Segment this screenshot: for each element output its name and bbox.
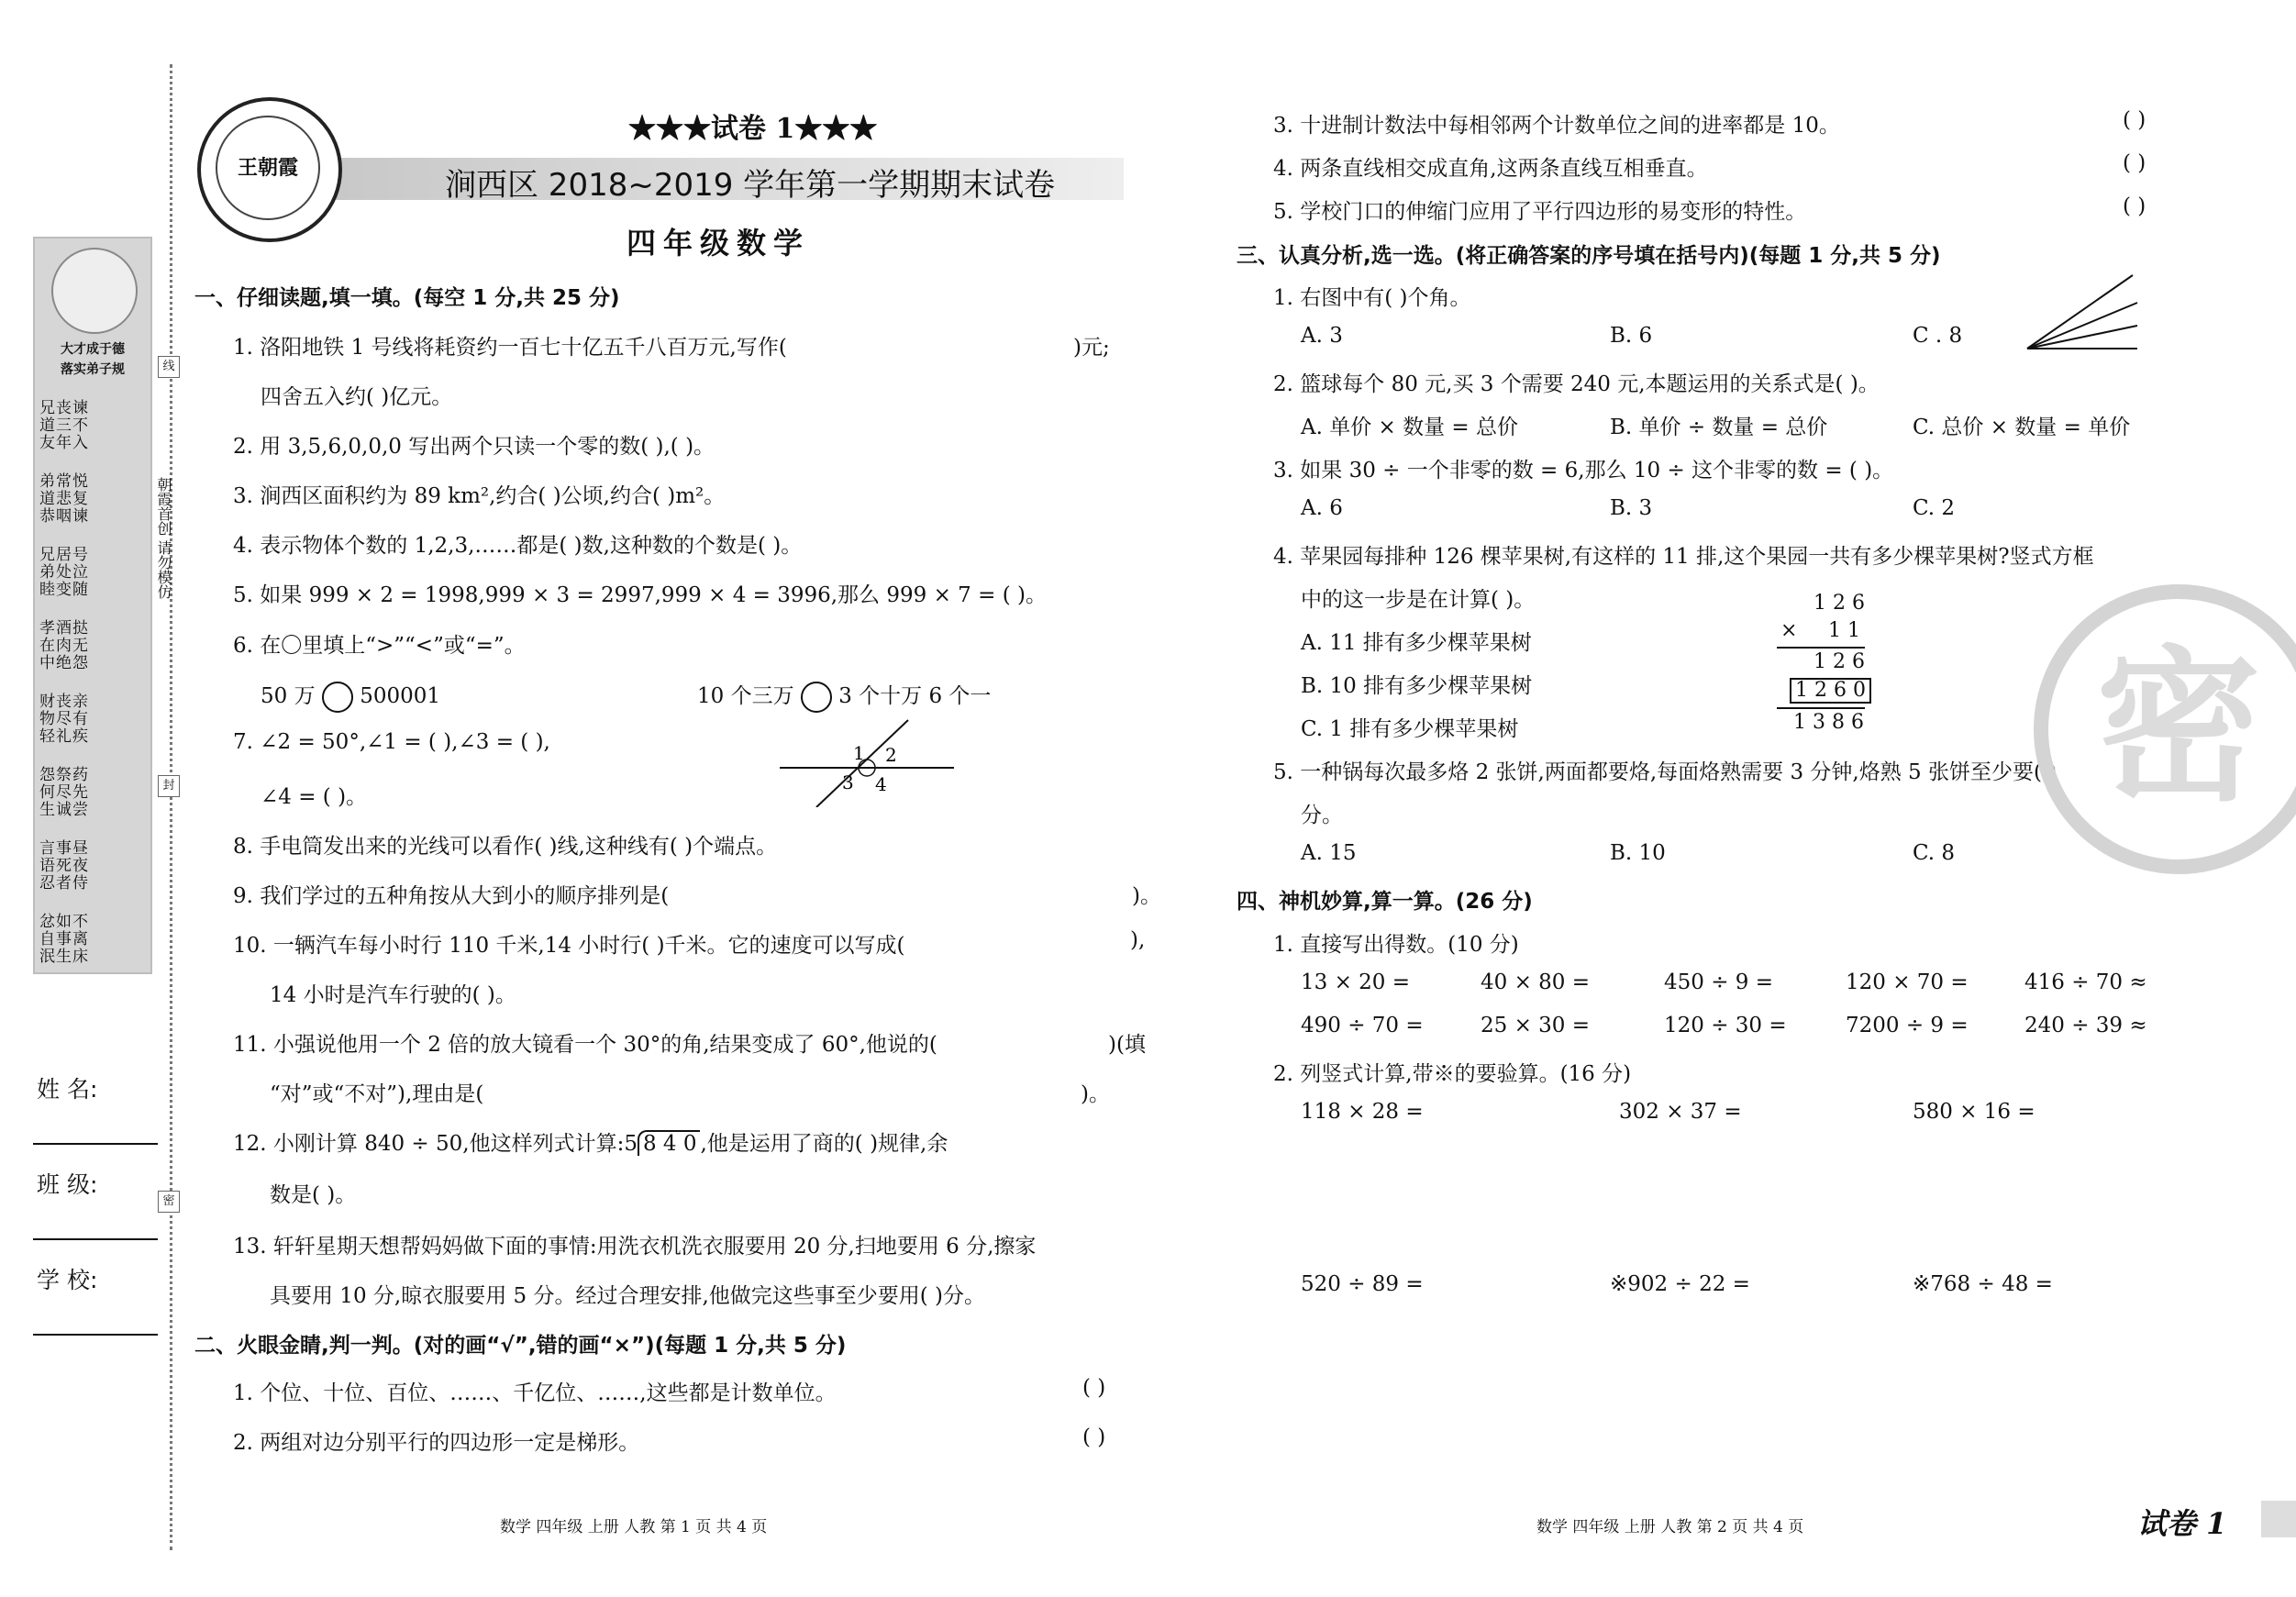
choice-5-option-b[interactable]: B. 10 (1610, 841, 1666, 865)
judge-4-answer[interactable]: ( ) (2123, 151, 2146, 175)
publisher-badge (197, 97, 342, 242)
judge-1: 1. 个位、十位、百位、……、千亿位、……,这些都是计数单位。 (233, 1381, 837, 1405)
school-field[interactable] (33, 1334, 158, 1336)
calc-multiplier: 1 1 (1828, 619, 1860, 642)
calc-partial-2-boxed: 1 2 6 0 (1790, 678, 1871, 704)
oral-calc: 120 × 70 = (1846, 970, 1969, 994)
oral-calc: 40 × 80 = (1481, 970, 1591, 994)
left-page-footer: 数学 四年级 上册 人教 第 1 页 共 4 页 (500, 1518, 768, 1536)
q3: 3. 涧西区面积约为 89 km²,约合( )公顷,约合( )m²。 (233, 484, 726, 508)
motto-line-2: 落实弟子规 (61, 362, 125, 377)
q1-line1-end: )元; (1073, 336, 1110, 360)
choice-2-option-a[interactable]: A. 单价 × 数量 = 总价 (1301, 416, 1519, 439)
oral-calc: 25 × 30 = (1481, 1014, 1591, 1037)
scholar-illustration (51, 248, 138, 334)
q11-line1: 11. 小强说他用一个 2 倍的放大镜看一个 30°的角,结果变成了 60°,他说的( (233, 1033, 937, 1057)
intersecting-lines-figure (780, 715, 963, 807)
stamp-character: 密 (2095, 632, 2262, 824)
copyright-notice: 朝霞首创 请勿模仿 (155, 477, 172, 600)
oral-calc: 240 ÷ 39 ≈ (2024, 1014, 2147, 1037)
angle-label-1: 1 (853, 742, 865, 764)
angle-label-4: 4 (875, 773, 887, 795)
q6b-right: 3 个十万 6 个一 (838, 684, 992, 708)
q8: 8. 手电筒发出来的光线可以看作( )线,这种线有( )个端点。 (233, 835, 778, 859)
column-calc: 580 × 16 = (1913, 1100, 2035, 1124)
column-calc: ※902 ÷ 22 = (1610, 1272, 1750, 1296)
choice-3-option-c[interactable]: C. 2 (1913, 496, 1956, 520)
judge-3: 3. 十进制计数法中每相邻两个计数单位之间的进率都是 10。 (1273, 114, 1840, 138)
q6a-compare-circle[interactable] (322, 682, 353, 713)
q12-line2: 数是( )。 (270, 1183, 357, 1207)
calc-partial-1: 1 2 6 (1814, 650, 1865, 673)
choice-4-option-a[interactable]: A. 11 排有多少棵苹果树 (1301, 631, 1532, 655)
right-page-footer: 数学 四年级 上册 人教 第 2 页 共 4 页 (1536, 1518, 1804, 1536)
oral-calc: 120 ÷ 30 = (1664, 1014, 1787, 1037)
q13-line1: 13. 轩轩星期天想帮妈妈做下面的事情:用洗衣机洗衣服要用 20 分,扫地要用 6 分,擦家 (233, 1235, 1037, 1259)
choice-2-option-c[interactable]: C. 总价 × 数量 = 单价 (1913, 416, 2131, 439)
column-calc: 520 ÷ 89 = (1301, 1272, 1424, 1296)
judge-1-answer[interactable]: ( ) (1082, 1376, 1106, 1400)
vertical-multiplication (1757, 592, 1871, 738)
q6a (261, 679, 440, 713)
oral-calc: 416 ÷ 70 ≈ (2024, 970, 2147, 994)
q7-line2: ∠4 = ( )。 (261, 785, 368, 809)
judge-3-answer[interactable]: ( ) (2123, 108, 2146, 132)
calc-multiplicand: 1 2 6 (1814, 592, 1865, 615)
column-calc: 118 × 28 = (1301, 1100, 1424, 1124)
confidential-stamp-icon (2027, 578, 2296, 881)
q7-line1: 7. ∠2 = 50°,∠1 = ( ),∠3 = ( ), (233, 730, 550, 754)
choice-4-line1: 4. 苹果园每排种 126 棵苹果树,有这样的 11 排,这个果园一共有多少棵苹果树?竖式方框 (1273, 545, 2094, 569)
binding-sidebar (0, 0, 174, 1597)
poem-column-1: 兄道友 丧三年 谏不入 弟道恭 常悲咽 悦复谏 兄弟睦 居处变 号泣随 孝在中 酒肉绝 挞无怨 财物轻 丧尽礼 亲有疾 怨何生 祭尽诚 药先尝 言语忍 事死者 昼夜侍 忿自泯 如事生 不离床 (36, 399, 87, 965)
q9-end: )。 (1132, 884, 1161, 908)
paper-number: ★★★试卷 1★★★ (628, 113, 878, 145)
judge-2: 2. 两组对边分别平行的四边形一定是梯形。 (233, 1431, 640, 1455)
motto-card (33, 237, 152, 974)
oral-calc: 7200 ÷ 9 = (1846, 1014, 1969, 1037)
judge-4: 4. 两条直线相交成直角,这两条直线互相垂直。 (1273, 157, 1708, 181)
choice-3-option-b[interactable]: B. 3 (1610, 496, 1653, 520)
section-3-title: 三、认真分析,选一选。(将正确答案的序号填在括号内)(每题 1 分,共 5 分) (1237, 244, 1941, 268)
judge-2-answer[interactable]: ( ) (1082, 1425, 1106, 1449)
column-calc: ※768 ÷ 48 = (1913, 1272, 2053, 1296)
class-field[interactable] (33, 1238, 158, 1240)
judge-5: 5. 学校门口的伸缩门应用了平行四边形的易变形的特性。 (1273, 200, 1807, 224)
q6a-right: 500001 (360, 684, 441, 708)
q6b-compare-circle[interactable] (801, 682, 832, 713)
oral-calc: 13 × 20 = (1301, 970, 1411, 994)
section-4-title: 四、神机妙算,算一算。(26 分) (1237, 890, 1533, 914)
q11-line2: “对”或“不对”),理由是( (270, 1082, 484, 1106)
q6b (697, 679, 991, 713)
angle-label-2: 2 (885, 744, 897, 766)
name-field[interactable] (33, 1143, 158, 1145)
q5: 5. 如果 999 × 2 = 1998,999 × 3 = 2997,999 × 4 = 3996,那么 999 × 7 = ( )。 (233, 583, 1047, 607)
q11-line1-end: )(填 (1108, 1033, 1146, 1057)
footer-paper-badge: 试卷 1 (2137, 1506, 2227, 1541)
cut-mark-seal: 封 (158, 775, 180, 797)
q12-text: 12. 小刚计算 840 ÷ 50,他这样列式计算:5 (233, 1132, 638, 1156)
q1-line1: 1. 洛阳地铁 1 号线将耗资约一百七十亿五千八百万元,写作( (233, 336, 787, 360)
section-1-title: 一、仔细读题,填一填。(每空 1 分,共 25 分) (194, 286, 620, 310)
calc-times-sign: × (1780, 619, 1798, 642)
q10-line1: 10. 一辆汽车每小时行 110 千米,14 小时行( )千米。它的速度可以写成( (233, 934, 905, 958)
choice-4-line2: 中的这一步是在计算( )。 (1301, 588, 1536, 612)
calc-product: 1 3 8 6 (1793, 711, 1864, 734)
choice-1-option-c[interactable]: C . 8 (1913, 324, 1963, 348)
choice-5-option-a[interactable]: A. 15 (1301, 841, 1357, 865)
q13-line2: 具要用 10 分,晾衣服要用 5 分。经过合理安排,他做完这些事至少要用( )分。 (270, 1284, 986, 1308)
q6a-left: 50 万 (261, 684, 316, 708)
section-2-title: 二、火眼金睛,判一判。(对的画“√”,错的画“×”)(每题 1 分,共 5 分) (194, 1334, 847, 1358)
q6b-left: 10 个三万 (697, 684, 794, 708)
choice-1: 1. 右图中有( )个角。 (1273, 286, 1471, 310)
choice-4-option-b[interactable]: B. 10 排有多少棵苹果树 (1301, 674, 1533, 698)
cut-mark-secret: 密 (158, 1191, 180, 1213)
choice-2: 2. 篮球每个 80 元,买 3 个需要 240 元,本题运用的关系式是( )。 (1273, 372, 1880, 396)
q12-long-division: 8 4 0 (638, 1130, 701, 1156)
choice-3-option-a[interactable]: A. 6 (1301, 496, 1343, 520)
q4: 4. 表示物体个数的 1,2,3,……都是( )数,这种数的个数是( )。 (233, 534, 803, 558)
publisher-logo-text: 王朝霞 (216, 116, 320, 220)
angle-label-3: 3 (842, 771, 854, 793)
motto-line-1: 大才成于德 (61, 342, 125, 357)
cut-mark-line: 线 (158, 356, 180, 378)
exam-header (188, 101, 1151, 261)
angles-figure (2023, 271, 2142, 353)
exam-subject: 四年级数学 (627, 226, 811, 261)
choice-1-option-a[interactable]: A. 3 (1301, 324, 1343, 348)
choice-2-option-b[interactable]: B. 单价 ÷ 数量 = 总价 (1610, 416, 1828, 439)
choice-5-line2: 分。 (1301, 804, 1343, 827)
q6: 6. 在〇里填上“>”“<”或“=”。 (233, 634, 526, 658)
q12-text-end: ,他是运用了商的( )规律,余 (700, 1132, 948, 1156)
choice-5-option-c[interactable]: C. 8 (1913, 841, 1956, 865)
class-label: 班 级: (37, 1171, 98, 1198)
exam-title: 涧西区 2018~2019 学年第一学期期末试卷 (445, 167, 1056, 204)
cut-dotted-line (170, 64, 172, 1550)
q11-line2-end: )。 (1081, 1082, 1110, 1106)
calc-part-1-title: 1. 直接写出得数。(10 分) (1273, 933, 1519, 957)
choice-1-option-b[interactable]: B. 6 (1610, 324, 1653, 348)
q10-line2: 14 小时是汽车行驶的( )。 (270, 983, 516, 1007)
oral-calc: 490 ÷ 70 = (1301, 1014, 1424, 1037)
judge-5-answer[interactable]: ( ) (2123, 194, 2146, 218)
calc-part-2-title: 2. 列竖式计算,带※的要验算。(16 分) (1273, 1062, 1632, 1086)
column-calc: 302 × 37 = (1619, 1100, 1742, 1124)
q9: 9. 我们学过的五种角按从大到小的顺序排列是( (233, 884, 670, 908)
q12-line1 (233, 1126, 948, 1157)
name-label: 姓 名: (37, 1076, 98, 1103)
school-label: 学 校: (37, 1267, 98, 1293)
q10-line1-end: ), (1130, 928, 1146, 952)
choice-4-option-c[interactable]: C. 1 排有多少棵苹果树 (1301, 717, 1519, 741)
choice-3: 3. 如果 30 ÷ 一个非零的数 = 6,那么 10 ÷ 这个非零的数 = ( )。 (1273, 459, 1894, 482)
footer-bar (2261, 1501, 2296, 1537)
oral-calc: 450 ÷ 9 = (1664, 970, 1774, 994)
q1-line2: 四舍五入约( )亿元。 (261, 385, 453, 409)
choice-5-line1: 5. 一种锅每次最多烙 2 张饼,两面都要烙,每面烙熟需要 3 分钟,烙熟 5 张饼至少要( ) (1273, 760, 2058, 784)
q2: 2. 用 3,5,6,0,0,0 写出两个只读一个零的数( ),( )。 (233, 435, 715, 459)
